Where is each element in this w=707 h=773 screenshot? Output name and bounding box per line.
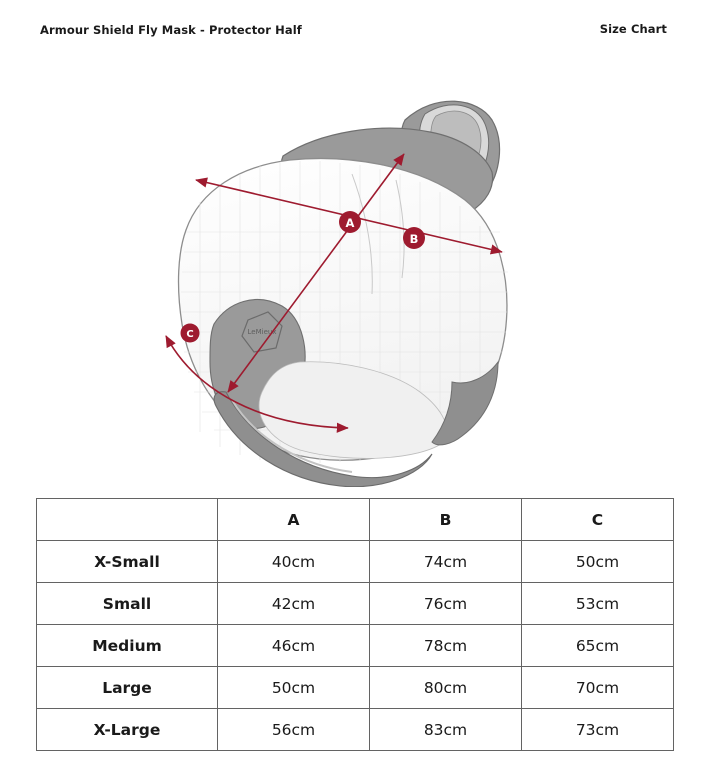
callout-b-badge (403, 227, 425, 249)
table-header-a: A (218, 499, 370, 541)
table-row (37, 625, 674, 667)
size-chart-label: Size Chart (599, 22, 667, 36)
page-header (0, 22, 707, 62)
table-row (37, 541, 674, 583)
row-size-label: Large (37, 667, 218, 709)
cell-a: 56cm (218, 709, 370, 751)
cell-b: 80cm (370, 667, 522, 709)
table-corner-cell (37, 499, 218, 541)
page-title: Armour Shield Fly Mask - Protector Half (40, 23, 302, 37)
table-row (37, 667, 674, 709)
product-illustration (0, 62, 707, 487)
cell-b: 78cm (370, 625, 522, 667)
row-size-label: Small (37, 583, 218, 625)
cell-a: 46cm (218, 625, 370, 667)
cell-b: 83cm (370, 709, 522, 751)
cell-c: 73cm (522, 709, 674, 751)
cell-b: 74cm (370, 541, 522, 583)
size-chart-table (36, 498, 674, 751)
callout-c-label: C (186, 329, 194, 340)
table-header-c: C (522, 499, 674, 541)
cell-a: 40cm (218, 541, 370, 583)
callout-a-label: A (345, 216, 355, 230)
table-header-row (37, 499, 674, 541)
svg-text:LeMieux: LeMieux (247, 328, 277, 336)
cell-c: 65cm (522, 625, 674, 667)
callout-c-badge (181, 324, 200, 343)
cell-c: 50cm (522, 541, 674, 583)
table-row (37, 583, 674, 625)
cell-c: 70cm (522, 667, 674, 709)
callout-b-label: B (409, 232, 419, 246)
cell-a: 50cm (218, 667, 370, 709)
cell-b: 76cm (370, 583, 522, 625)
table-row (37, 709, 674, 751)
row-size-label: X-Large (37, 709, 218, 751)
table-header-b: B (370, 499, 522, 541)
row-size-label: Medium (37, 625, 218, 667)
cell-c: 53cm (522, 583, 674, 625)
row-size-label: X-Small (37, 541, 218, 583)
cell-a: 42cm (218, 583, 370, 625)
